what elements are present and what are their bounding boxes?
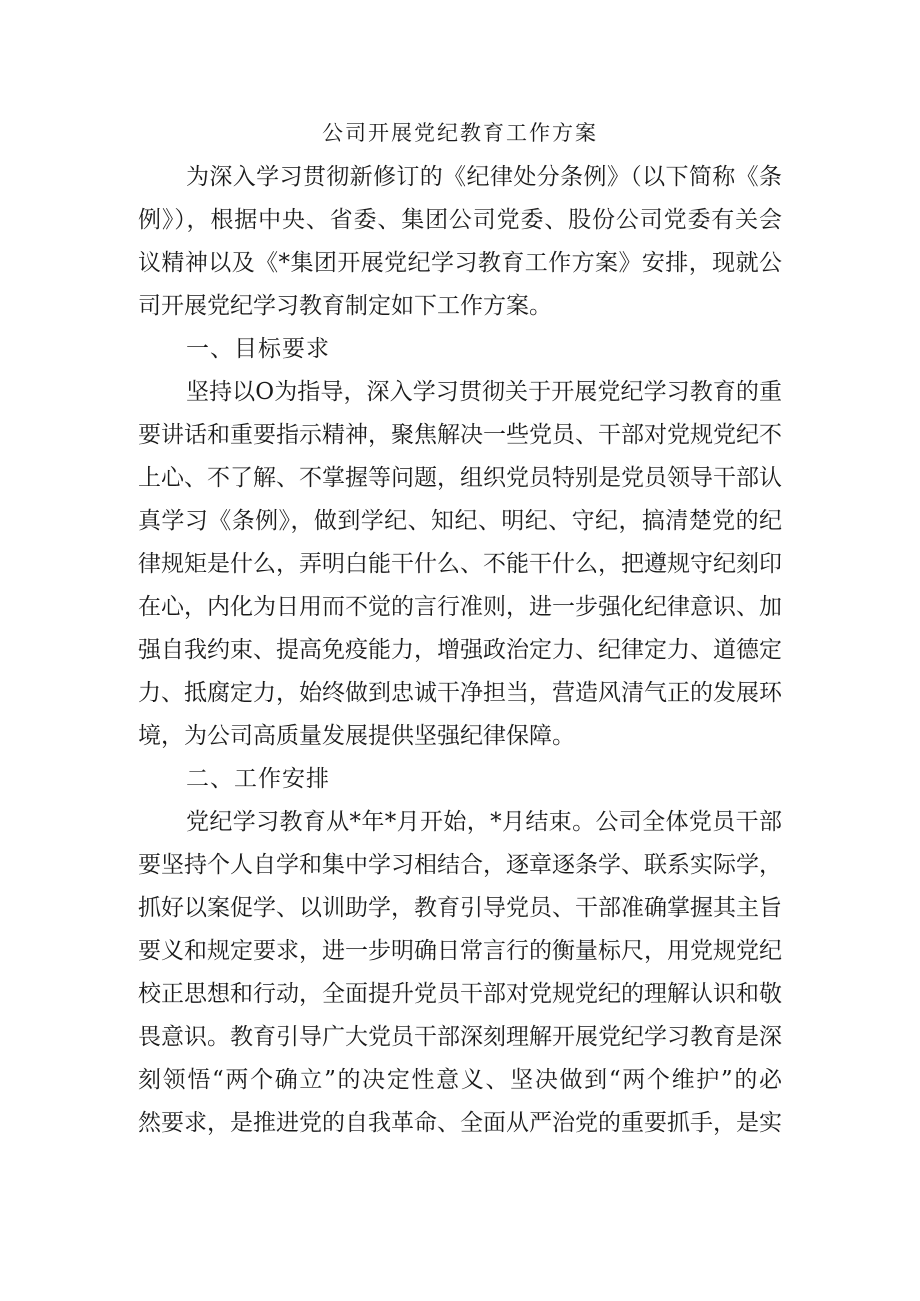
paragraph-line: 校正思想和行动，全面提升党员干部对党规党纪的理解认识和敬 [138,981,782,1007]
paragraph-line: 畏意识。教育引导广大党员干部深刻理解开展党纪学习教育是深 [138,1024,782,1050]
paragraph-line: 刻领悟“两个确立”的决定性意义、坚决做到“两个维护”的必 [138,1067,782,1093]
section-heading-goals: 一、目标要求 [186,336,330,362]
document-title: 公司开展党纪教育工作方案 [322,121,598,145]
paragraph-line: 要义和规定要求，进一步明确日常言行的衡量标尺，用党规党纪 [138,938,782,964]
paragraph-line: 境，为公司高质量发展提供坚强纪律保障。 [138,723,575,749]
paragraph-line: 为深入学习贯彻新修订的《纪律处分条例》（以下简称《条 [186,164,782,190]
paragraph-line: 坚持以O为指导，深入学习贯彻关于开展党纪学习教育的重 [186,379,782,405]
paragraph-line: 然要求，是推进党的自我革命、全面从严治党的重要抓手，是实 [138,1110,782,1136]
paragraph-line: 强自我约束、提高免疫能力，增强政治定力、纪律定力、道德定 [138,637,782,663]
paragraph-line: 要坚持个人自学和集中学习相结合，逐章逐条学、联系实际学， [138,852,782,878]
paragraph-line: 真学习《条例》，做到学纪、知纪、明纪、守纪，搞清楚党的纪 [138,508,782,534]
paragraph-line: 议精神以及《*集团开展党纪学习教育工作方案》安排，现就公 [138,250,782,276]
paragraph-line: 抓好以案促学、以训助学，教育引导党员、干部准确掌握其主旨 [138,895,782,921]
section-heading-arrangements: 二、工作安排 [186,766,330,792]
paragraph-line: 力、抵腐定力，始终做到忠诚干净担当，营造风清气正的发展环 [138,680,782,706]
paragraph-line: 党纪学习教育从*年*月开始，*月结束。公司全体党员干部 [186,809,782,835]
paragraph-line: 要讲话和重要指示精神，聚焦解决一些党员、干部对党规党纪不 [138,422,782,448]
paragraph-line: 司开展党纪学习教育制定如下工作方案。 [138,293,552,319]
paragraph-line: 上心、不了解、不掌握等问题，组织党员特别是党员领导干部认 [138,465,782,491]
paragraph-line: 例》），根据中央、省委、集团公司党委、股份公司党委有关会 [138,207,782,233]
paragraph-line: 律规矩是什么，弄明白能干什么、不能干什么，把遵规守纪刻印 [138,551,782,577]
paragraph-line: 在心，内化为日用而不觉的言行准则，进一步强化纪律意识、加 [138,594,782,620]
